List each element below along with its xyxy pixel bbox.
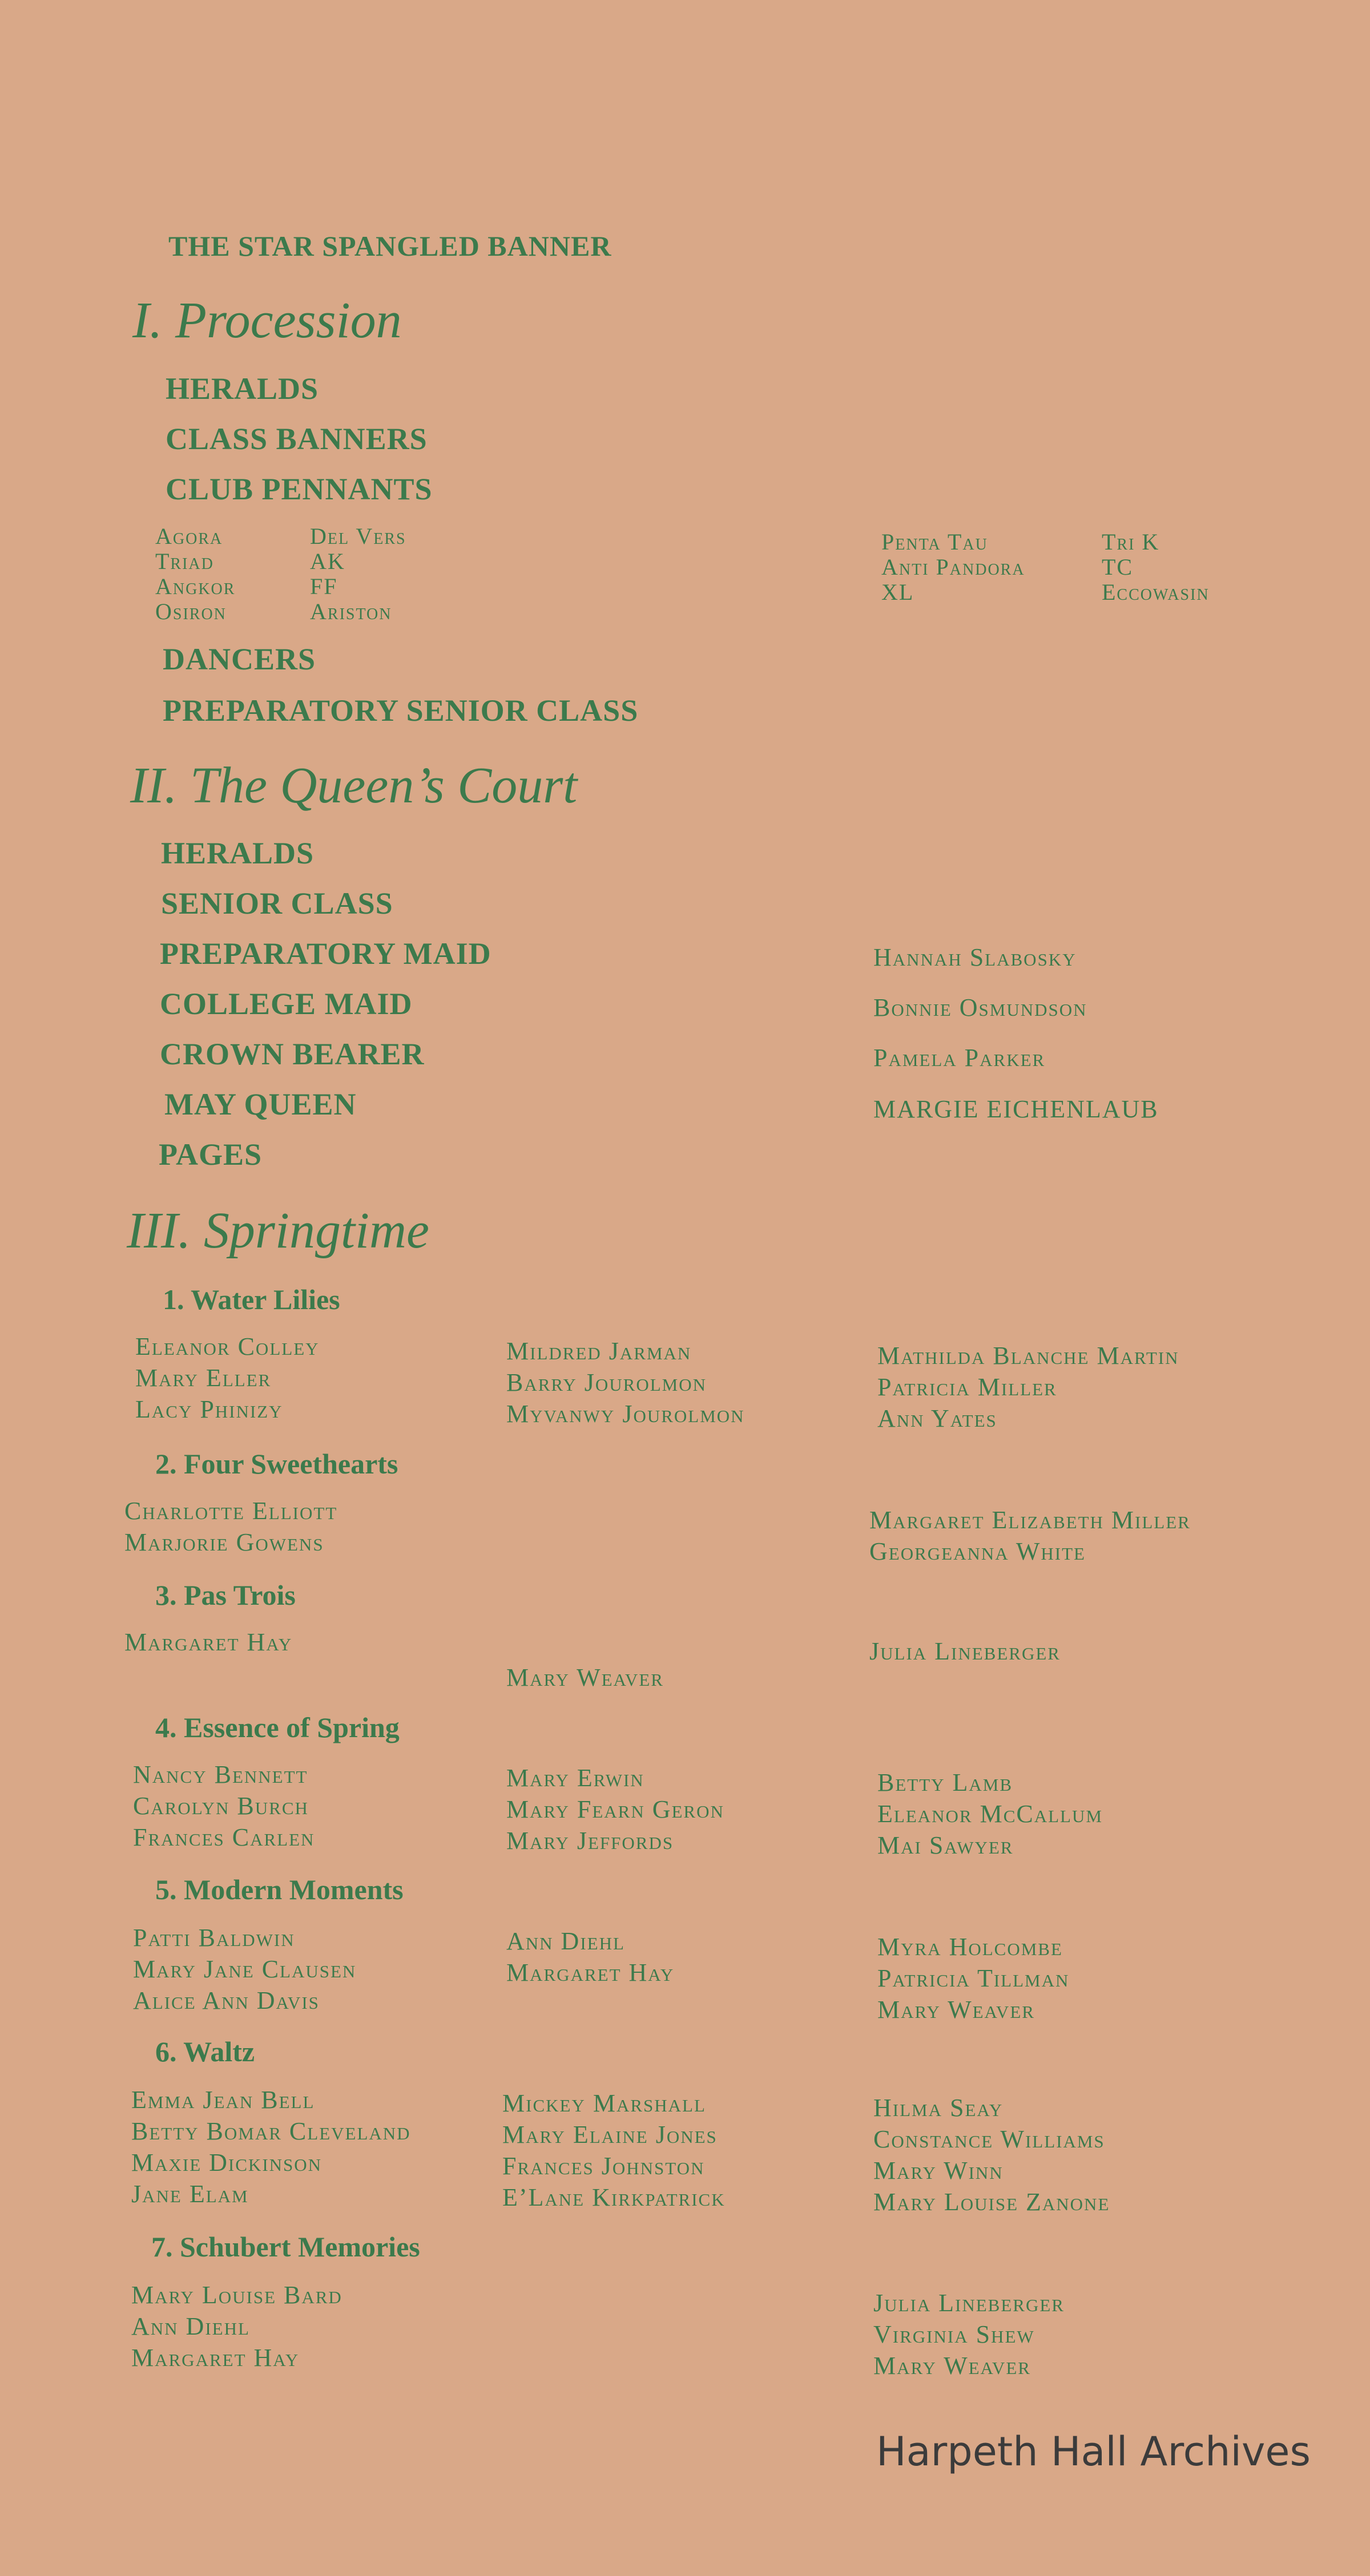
dancer-name: Julia Lineberger xyxy=(873,2289,1065,2317)
court-prep-maid-name: Hannah Slabosky xyxy=(873,943,1077,971)
dancer-name: E’Lane Kirkpatrick xyxy=(502,2183,726,2211)
anthem-heading: THE STAR SPANGLED BANNER xyxy=(168,230,612,262)
dancer-name: Mary Elaine Jones xyxy=(502,2121,718,2149)
court-may-queen-label: MAY QUEEN xyxy=(164,1087,357,1121)
dancer-list xyxy=(131,2084,411,2210)
dancer-list xyxy=(131,2279,342,2373)
dancer-name: Hilma Seay xyxy=(873,2094,1004,2122)
dancer-name: Mary Erwin xyxy=(506,1764,644,1792)
procession-class-banners: CLASS BANNERS xyxy=(166,422,428,456)
club-list-col3 xyxy=(881,530,1025,605)
dancer-name: Margaret Hay xyxy=(124,1628,293,1656)
procession-club-pennants: CLUB PENNANTS xyxy=(166,472,433,506)
dancer-name: Betty Lamb xyxy=(877,1769,1013,1796)
dancer-list xyxy=(506,1335,745,1430)
dancer-name: Patricia Tillman xyxy=(877,1964,1070,1992)
dancer-name: Ann Diehl xyxy=(506,1927,625,1955)
dancer-name: Mildred Jarman xyxy=(506,1337,692,1365)
club-list-col1 xyxy=(155,524,235,624)
dancer-name: Margaret Elizabeth Miller xyxy=(869,1506,1191,1534)
club-name: Agora xyxy=(155,523,223,549)
dancer-name: Charlotte Elliott xyxy=(124,1497,338,1525)
club-name: TC xyxy=(1102,554,1134,580)
archive-watermark: Harpeth Hall Archives xyxy=(876,2428,1311,2475)
dancer-name: Ann Diehl xyxy=(131,2312,250,2340)
dancer-name: Eleanor McCallum xyxy=(877,1800,1103,1828)
dancer-name: Betty Bomar Cleveland xyxy=(131,2117,411,2145)
club-name: Del Vers xyxy=(310,523,406,549)
dancer-list xyxy=(124,1495,337,1558)
dancer-name: Constance Williams xyxy=(873,2125,1105,2153)
dance-title: 5. Modern Moments xyxy=(155,1874,404,1905)
club-name: Anti Pandora xyxy=(881,554,1025,580)
dancer-name: Barry Jourolmon xyxy=(506,1368,707,1396)
dancer-list xyxy=(873,2287,1065,2381)
dancer-name: Carolyn Burch xyxy=(133,1792,309,1820)
dancer-list xyxy=(869,1504,1191,1567)
dancer-name: Emma Jean Bell xyxy=(131,2086,315,2114)
dancer-list xyxy=(873,2092,1110,2218)
dancer-list xyxy=(133,1759,315,1853)
court-crown-bearer-name: Pamela Parker xyxy=(873,1044,1046,1072)
dancer-name: Mary Weaver xyxy=(877,1996,1035,2024)
court-college-maid-name: Bonnie Osmundson xyxy=(873,994,1087,1021)
club-list-col2 xyxy=(310,524,406,624)
section-springtime-title: III. Springtime xyxy=(127,1202,429,1259)
dancer-name: Eleanor Colley xyxy=(135,1333,320,1360)
club-name: XL xyxy=(881,579,914,605)
dancer-name: Georgeanna White xyxy=(869,1537,1086,1565)
dancer-name: Virginia Shew xyxy=(873,2320,1035,2348)
dancer-name: Jane Elam xyxy=(131,2180,249,2208)
club-name: Eccowasin xyxy=(1102,579,1210,605)
court-pages: PAGES xyxy=(159,1137,263,1172)
dancer-name: Frances Carlen xyxy=(133,1823,315,1851)
club-name: Penta Tau xyxy=(881,529,988,555)
dancer-name: Mary Weaver xyxy=(506,1664,664,1691)
dancer-name: Margaret Hay xyxy=(506,1959,675,1986)
dancer-name: Nancy Bennett xyxy=(133,1761,308,1788)
dancer-name: Mary Jeffords xyxy=(506,1827,674,1855)
dancer-name: Maxie Dickinson xyxy=(131,2149,323,2177)
club-name: Tri K xyxy=(1102,529,1160,555)
dancer-name: Mary Weaver xyxy=(873,2352,1031,2380)
dancer-list xyxy=(506,1762,724,1856)
dancer-list xyxy=(506,1925,674,1988)
club-name: Angkor xyxy=(155,574,236,599)
procession-prep-senior-class: PREPARATORY SENIOR CLASS xyxy=(163,693,639,728)
club-name: Triad xyxy=(155,548,214,574)
dancer-name: Mary Fearn Geron xyxy=(506,1795,724,1823)
dancer-name: Patricia Miller xyxy=(877,1373,1057,1401)
dance-title: 7. Schubert Memories xyxy=(151,2231,420,2263)
dancer-name: Mary Eller xyxy=(135,1364,272,1392)
court-crown-bearer-label: CROWN BEARER xyxy=(160,1037,425,1071)
dancer-name: Mary Winn xyxy=(873,2157,1004,2185)
dancer-name: Myra Holcombe xyxy=(877,1933,1063,1961)
club-name: Osiron xyxy=(155,599,227,624)
club-name: Ariston xyxy=(310,599,392,624)
dancer-list xyxy=(502,2088,726,2213)
dance-title: 2. Four Sweethearts xyxy=(155,1448,398,1480)
dancer-name: Mary Louise Zanone xyxy=(873,2188,1110,2216)
dancer-list xyxy=(877,1931,1069,2025)
dancer-list xyxy=(135,1331,320,1425)
dancer-name: Mary Jane Clausen xyxy=(133,1955,357,1983)
court-prep-maid-label: PREPARATORY MAID xyxy=(160,936,491,971)
section-procession-title: I. Procession xyxy=(132,292,402,349)
dance-title: 3. Pas Trois xyxy=(155,1579,296,1611)
club-list-col4 xyxy=(1102,530,1210,605)
court-may-queen-name: MARGIE EICHENLAUB xyxy=(873,1095,1159,1123)
dancer-name: Myvanwy Jourolmon xyxy=(506,1400,745,1428)
dancer-list xyxy=(133,1922,356,2016)
court-heralds: HERALDS xyxy=(161,836,315,870)
dance-title: 6. Waltz xyxy=(155,2036,255,2068)
club-name: AK xyxy=(310,548,345,574)
dancer-name: Alice Ann Davis xyxy=(133,1986,320,2014)
court-college-maid-label: COLLEGE MAID xyxy=(160,987,413,1021)
dancer-name: Marjorie Gowens xyxy=(124,1528,324,1556)
dancer-name: Julia Lineberger xyxy=(869,1637,1061,1665)
dancer-name: Patti Baldwin xyxy=(133,1924,295,1952)
dancer-name: Mickey Marshall xyxy=(502,2089,706,2117)
procession-dancers: DANCERS xyxy=(163,642,316,676)
dancer-name: Ann Yates xyxy=(877,1404,997,1432)
dancer-list xyxy=(877,1767,1103,1861)
procession-heralds: HERALDS xyxy=(166,372,319,406)
dancer-name: Mai Sawyer xyxy=(877,1831,1014,1859)
dance-title: 4. Essence of Spring xyxy=(155,1711,400,1743)
section-court-title: II. The Queen’s Court xyxy=(130,757,578,814)
dancer-name: Mary Louise Bard xyxy=(131,2281,342,2309)
dancer-name: Lacy Phinizy xyxy=(135,1395,283,1423)
court-senior-class: SENIOR CLASS xyxy=(161,886,393,920)
dancer-name: Mathilda Blanche Martin xyxy=(877,1342,1179,1370)
dancer-name: Frances Johnston xyxy=(502,2152,705,2180)
dancer-name: Margaret Hay xyxy=(131,2344,300,2372)
dancer-list xyxy=(877,1340,1179,1434)
dance-title: 1. Water Lilies xyxy=(163,1283,340,1315)
club-name: FF xyxy=(310,574,338,599)
